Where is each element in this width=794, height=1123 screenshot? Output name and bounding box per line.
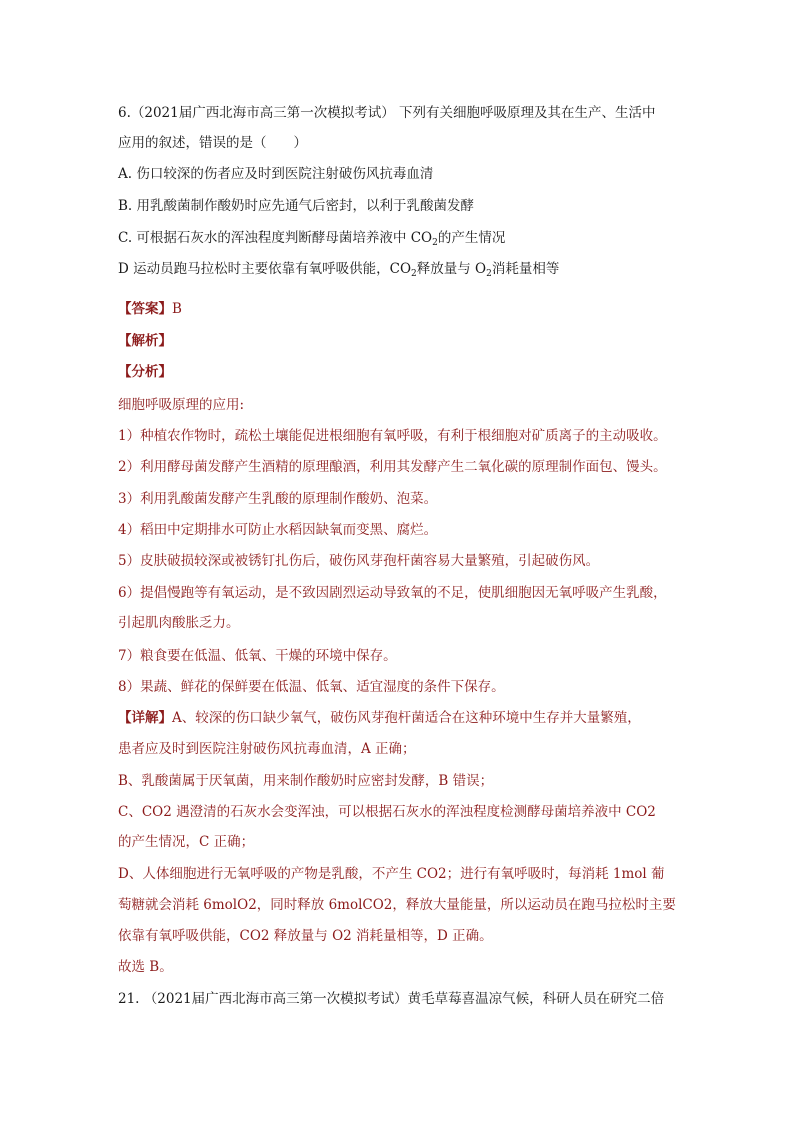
option-c bbox=[118, 228, 678, 248]
answer-label: 【答案】 bbox=[118, 301, 172, 317]
option-d-text: D 运动员跑马拉松时主要依靠有氧呼吸供能，CO bbox=[118, 261, 412, 277]
option-c-text-end: 的产生情况 bbox=[437, 230, 506, 246]
option-b: B. 用乳酸菌制作酸奶时应先通气后密封，以利于乳酸菌发酵 bbox=[118, 198, 475, 214]
detail-line: B、乳酸菌属于厌氧菌，用来制作酸奶时应密封发酵，B 错误； bbox=[118, 773, 494, 789]
analysis-line: 细胞呼吸原理的应用: bbox=[118, 397, 245, 413]
jiexi-label: 【解析】 bbox=[118, 333, 172, 349]
question-6-stem-line-2: 应用的叙述，错误的是（ ） bbox=[118, 135, 307, 151]
option-a: A. 伤口较深的伤者应及时到医院注射破伤风抗毒血清 bbox=[118, 166, 434, 182]
option-d-text-mid: 释放量与 O bbox=[416, 261, 487, 277]
analysis-line: 1）种植农作物时，疏松土壤能促进根细胞有氧呼吸，有利于根细胞对矿质离子的主动吸收。 bbox=[118, 428, 667, 444]
detail-line: C、CO2 遇澄清的石灰水会变浑浊，可以根据石灰水的浑浊程度检测酵母菌培养液中 CO2 bbox=[118, 804, 656, 820]
detail-line-1 bbox=[118, 708, 678, 728]
option-d-subscript-1: 2 bbox=[411, 269, 417, 279]
detail-line: 患者应及时到医院注射破伤风抗毒血清，A 正确； bbox=[118, 741, 416, 757]
answer-line bbox=[118, 299, 678, 319]
option-c-subscript: 2 bbox=[432, 238, 438, 248]
analysis-line: 6）提倡慢跑等有氧运动，是不致因剧烈运动导致氧的不足，使肌细胞因无氧呼吸产生乳酸， bbox=[118, 585, 667, 601]
analysis-line: 4）稻田中定期排水可防止水稻因缺氧而变黑、腐烂。 bbox=[118, 522, 438, 538]
detail-line: 的产生情况，C 正确； bbox=[118, 834, 255, 850]
option-d-text-end: 消耗量相等 bbox=[491, 261, 560, 277]
analysis-line: 3）利用乳酸菌发酵产生乳酸的原理制作酸奶、泡菜。 bbox=[118, 491, 438, 507]
detail-label: 【详解】 bbox=[118, 710, 172, 726]
analysis-line: 2）利用酵母菌发酵产生酒精的原理酿酒，利用其发酵产生二氧化碳的原理制作面包、馒头。 bbox=[118, 459, 667, 475]
answer-value: B bbox=[172, 301, 182, 317]
detail-line: 故选 B。 bbox=[118, 959, 173, 975]
question-21-stem-line-1: 21. （2021届广西北海市高三第一次模拟考试）黄毛草莓喜温凉气候，科研人员在研究二倍 bbox=[118, 991, 665, 1007]
option-d bbox=[118, 259, 678, 279]
detail-line: 萄糖就会消耗 6molO2，同时释放 6molCO2，释放大量能量，所以运动员在跑马拉松时主要 bbox=[118, 897, 676, 913]
detail-line: 依靠有氧呼吸供能，CO2 释放量与 O2 消耗量相等，D 正确。 bbox=[118, 928, 493, 944]
analysis-line: 引起肌肉酸胀乏力。 bbox=[118, 615, 240, 631]
question-6-stem-line-1: 6.（2021届广西北海市高三第一次模拟考试） 下列有关细胞呼吸原理及其在生产、生活中 bbox=[118, 105, 656, 121]
fenxi-label: 【分析】 bbox=[118, 364, 172, 380]
analysis-line: 7）粮食要在低温、低氧、干燥的环境中保存。 bbox=[118, 648, 397, 664]
detail-text: A、较深的伤口缺少氧气，破伤风芽孢杆菌适合在这种环境中生存并大量繁殖， bbox=[172, 710, 641, 726]
analysis-line: 5）皮肤破损较深或被锈钉扎伤后，破伤风芽孢杆菌容易大量繁殖，引起破伤风。 bbox=[118, 553, 600, 569]
option-c-text: C. 可根据石灰水的浑浊程度判断酵母菌培养液中 CO bbox=[118, 230, 433, 246]
detail-line: D、人体细胞进行无氧呼吸的产物是乳酸，不产生 CO2；进行有氧呼吸时，每消耗 1mol 葡 bbox=[118, 866, 665, 882]
option-d-subscript-2: 2 bbox=[486, 269, 492, 279]
analysis-line: 8）果蔬、鲜花的保鲜要在低温、低氧、适宜湿度的条件下保存。 bbox=[118, 679, 505, 695]
